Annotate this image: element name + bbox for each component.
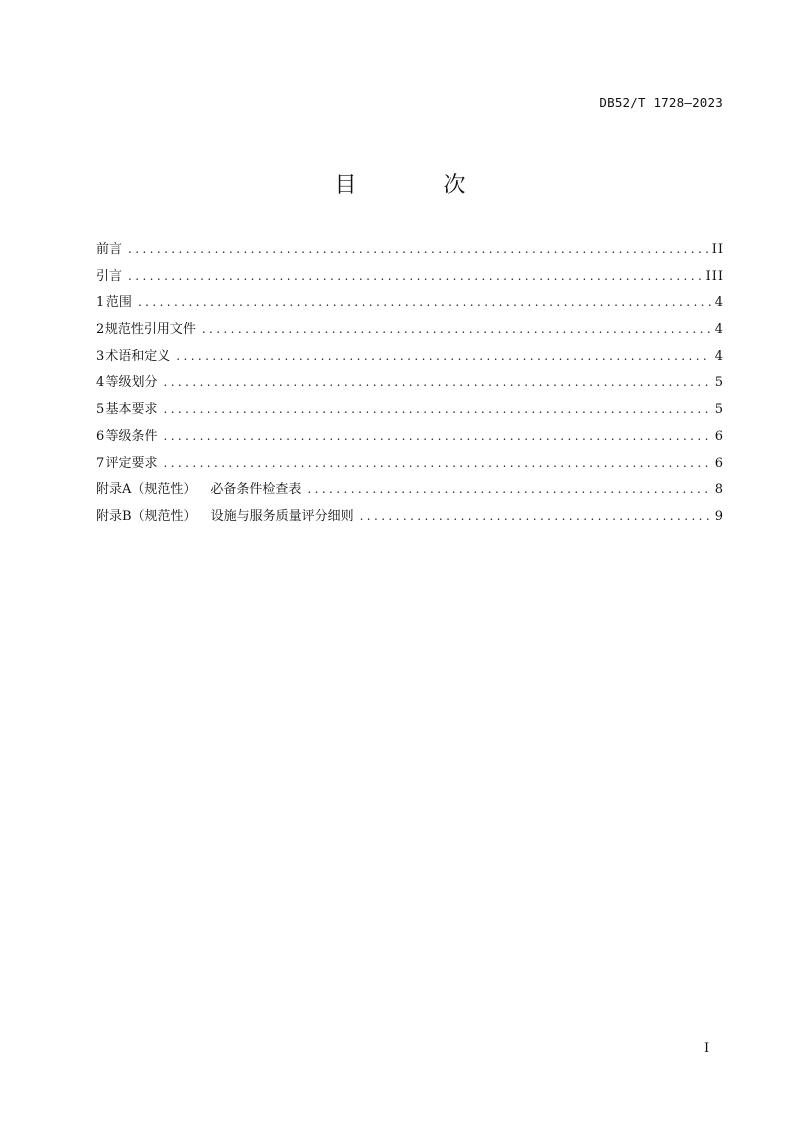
toc-entry-section-5[interactable] xyxy=(96,398,724,425)
toc-entry-number: 7 xyxy=(96,455,105,471)
toc-entry-page: 6 xyxy=(714,455,724,471)
toc-entry-section-6[interactable] xyxy=(96,425,724,452)
toc-entry-number: 4 xyxy=(96,375,105,391)
toc-dot-leader xyxy=(164,456,711,470)
toc-entry-page: 8 xyxy=(714,482,724,498)
toc-dot-leader xyxy=(138,295,711,309)
toc-dot-leader xyxy=(360,509,711,523)
toc-entry-page: 6 xyxy=(714,428,724,444)
toc-dot-leader xyxy=(164,429,711,443)
toc-entry-section-3[interactable] xyxy=(96,345,724,372)
toc-entry-page: 4 xyxy=(714,322,724,338)
toc-entry-number: 2 xyxy=(96,322,105,338)
toc-dot-leader xyxy=(164,402,711,416)
toc-entry-page: II xyxy=(711,242,724,257)
toc-entry-page: 4 xyxy=(714,348,724,364)
toc-entry-page: 9 xyxy=(714,508,724,524)
toc-appendix-tag: 附录A（规范性） xyxy=(96,482,197,498)
toc-title: 目 次 xyxy=(334,173,506,198)
toc-entry-page: 5 xyxy=(714,402,724,418)
toc-entry-appendix-a[interactable] xyxy=(96,478,724,505)
toc-entry-section-1[interactable] xyxy=(96,291,724,318)
toc-entry-section-4[interactable] xyxy=(96,371,724,398)
toc-entry-label: 等级划分 xyxy=(105,375,158,391)
toc-entry-section-7[interactable] xyxy=(96,452,724,479)
toc-entry-label: 术语和定义 xyxy=(105,348,171,364)
toc-entry-label: 等级条件 xyxy=(105,428,158,444)
toc-entry-label: 规范性引用文件 xyxy=(104,322,196,338)
toc-entry-page: III xyxy=(705,268,724,284)
toc-entry-foreword[interactable] xyxy=(96,238,724,265)
toc-dot-leader xyxy=(176,349,710,363)
toc-entry-label: 必备条件检查表 xyxy=(210,482,302,498)
toc-dot-leader xyxy=(307,482,710,496)
toc-entry-number: 6 xyxy=(96,428,105,444)
page-number: I xyxy=(704,1041,710,1056)
toc-entry-number: 1 xyxy=(96,295,105,311)
toc-entry-label: 设施与服务质量评分细则 xyxy=(210,508,354,524)
toc-list xyxy=(96,238,724,532)
toc-entry-introduction[interactable] xyxy=(96,265,724,292)
toc-entry-label: 引言 xyxy=(96,268,123,284)
toc-dot-leader xyxy=(164,375,711,389)
toc-dot-leader xyxy=(202,322,711,336)
toc-entry-number: 5 xyxy=(96,402,105,418)
toc-entry-label: 基本要求 xyxy=(105,402,158,418)
toc-entry-page: 4 xyxy=(714,295,724,311)
document-code: DB52/T 1728—2023 xyxy=(599,95,723,110)
toc-appendix-tag: 附录B（规范性） xyxy=(96,508,197,524)
toc-entry-label: 范围 xyxy=(105,295,132,311)
toc-entry-number: 3 xyxy=(96,348,105,364)
toc-entry-page: 5 xyxy=(714,375,724,391)
toc-dot-leader xyxy=(128,242,708,256)
toc-dot-leader xyxy=(128,269,702,283)
toc-entry-section-2[interactable] xyxy=(96,318,724,345)
toc-entry-label: 评定要求 xyxy=(105,455,158,471)
toc-entry-label: 前言 xyxy=(96,242,123,257)
toc-entry-appendix-b[interactable] xyxy=(96,505,724,532)
